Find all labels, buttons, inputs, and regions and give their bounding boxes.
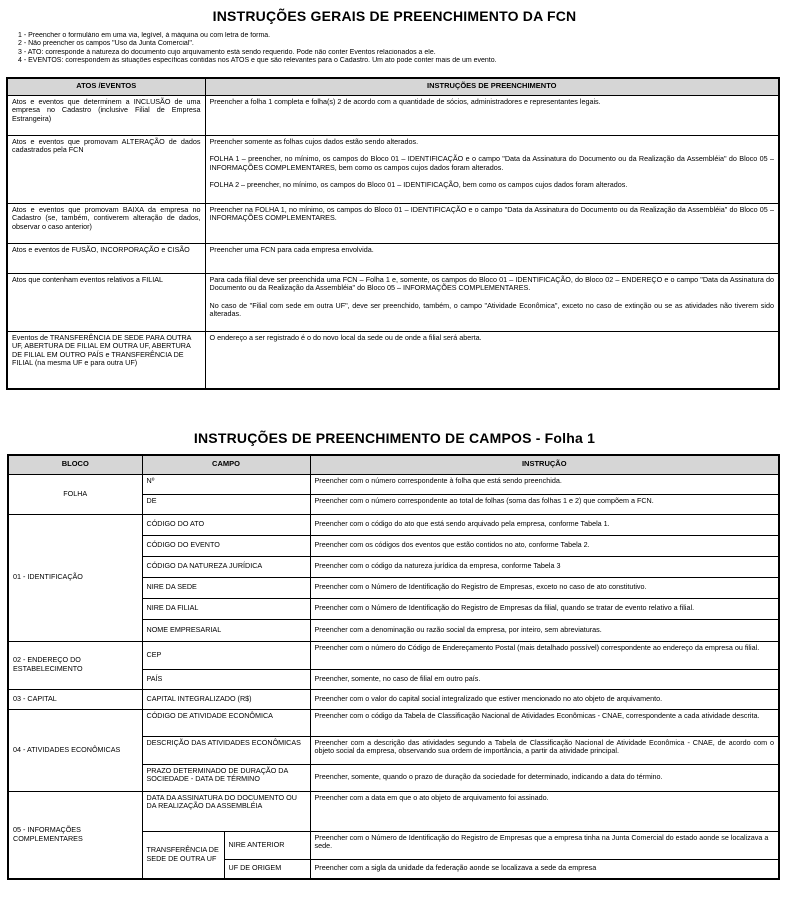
table-row (7, 331, 779, 389)
block-cell-capital: 03 - CAPITAL (8, 689, 142, 709)
instruction-cell: Preencher com o número correspondente à folha que está sendo preenchida. (310, 474, 779, 494)
column-header-instruction: INSTRUÇÃO (310, 455, 779, 474)
general-notes (18, 32, 778, 65)
field-cell: CAPITAL INTEGRALIZADO (R$) (142, 689, 310, 709)
instruction-cell: Preencher com os códigos dos eventos que estão contidos no ato, conforme Tabela 2. (310, 535, 779, 556)
act-cell: Atos que contenham eventos relativos a FILIAL (7, 273, 205, 331)
field-cell: DATA DA ASSINATURA DO DOCUMENTO OU DA REALIZAÇÃO DA ASSEMBLÉIA (142, 791, 310, 831)
block-cell-identificacao: 01 - IDENTIFICAÇÃO (8, 514, 142, 641)
note-item: 1 - Preencher o formulário em uma via, legível, à máquina ou com letra de forma. (18, 32, 271, 39)
instruction-cell: Preencher com o código da natureza jurídica da empresa, conforme Tabela 3 (310, 556, 779, 577)
act-cell: Atos e eventos de FUSÃO, INCORPORAÇÃO e CISÃO (7, 243, 205, 273)
block-cell-complementares: 05 - INFORMAÇÕES COMPLEMENTARES (8, 791, 142, 879)
field-cell: NIRE DA SEDE (142, 577, 310, 598)
table-row (7, 135, 779, 203)
field-cell: NOME EMPRESARIAL (142, 619, 310, 641)
table-row (8, 641, 779, 669)
instruction-cell: Preencher com o código do ato que está sendo arquivado pela empresa, conforme Tabela 1. (310, 514, 779, 535)
table-row (8, 709, 779, 736)
instruction-cell: Preencher com o Número de Identificação do Registro de Empresas da filial, quando se tratar de evento relativo a filial. (310, 598, 779, 619)
instruction-cell: Preencher na FOLHA 1, no mínimo, os campos do Bloco 01 – IDENTIFICAÇÃO e o campo "Data da Assinatura do Documento ou da Realização da Assembléia" do Bloco 05 – INFORMAÇÕES COMPLEMENTARES. (205, 203, 779, 243)
instruction-cell: Preencher com a denominação ou razão social da empresa, por inteiro, sem abreviaturas. (310, 619, 779, 641)
field-instructions-table (7, 454, 780, 880)
table-row (8, 474, 779, 494)
instruction-cell: Preencher a folha 1 completa e folha(s) 2 de acordo com a quantidade de sócios, administradores e representantes legais. (205, 95, 779, 135)
field-cell-transfer: TRANSFERÊNCIA DE SEDE DE OUTRA UF (142, 831, 224, 879)
table-row (7, 95, 779, 135)
fields-section-title: INSTRUÇÕES DE PREENCHIMENTO DE CAMPOS - Folha 1 (193, 430, 596, 446)
instruction-cell: Preencher com a data em que o ato objeto de arquivamento foi assinado. (310, 791, 779, 831)
field-cell: NIRE DA FILIAL (142, 598, 310, 619)
note-item: 4 - EVENTOS: correspondem às situações específicas contidas nos ATOS e que são relevantes para o Cadastro. Um ato pode conter mais de um evento. (18, 56, 497, 64)
act-cell: Atos e eventos que promovam ALTERAÇÃO de dados cadastrados pela FCN (7, 135, 205, 203)
field-cell: CEP (142, 641, 310, 669)
instruction-cell: Preencher com o Número de Identificação do Registro de Empresas, exceto no caso de ato constitutivo. (310, 577, 779, 598)
act-cell: Atos e eventos que determinem a INCLUSÃO de uma empresa no Cadastro (inclusive Filial de Empresa Estrangeira) (7, 95, 205, 135)
instruction-cell: Preencher com o valor do capital social integralizado que estiver mencionado no ato objeto de arquivamento. (310, 689, 779, 709)
field-cell: CÓDIGO DO ATO (142, 514, 310, 535)
subfield-cell: NIRE ANTERIOR (224, 831, 310, 859)
column-header-field: CAMPO (142, 455, 310, 474)
field-cell: DESCRIÇÃO DAS ATIVIDADES ECONÔMICAS (142, 736, 310, 764)
table-row (8, 689, 779, 709)
column-header-instructions: INSTRUÇÕES DE PREENCHIMENTO (205, 78, 779, 95)
instruction-cell: Preencher uma FCN para cada empresa envolvida. (205, 243, 779, 273)
instruction-cell: Preencher com a sigla da unidade da federação aonde se localizava a sede da empresa (310, 859, 779, 879)
act-cell: Atos e eventos que promovam BAIXA da empresa no Cadastro (se, também, contiverem alteração de dados, observar o caso anterior) (7, 203, 205, 243)
instruction-cell: Preencher somente as folhas cujos dados estão sendo alterados. FOLHA 1 – preencher, no mínimo, os campos do Bloco 01 – IDENTIFICAÇÃO e o campo "Data da Assinatura do Documento ou da Realização da Assembléia" do Bloco 05 – INFORMAÇÕES COMPLEMENTARES, bem como os campos cujos dados foram alterados. FOLHA 2 – preencher, no mínimo, os campos do Bloco 01 – IDENTIFICAÇÃO, bem como os campos cujos dados foram alterados. (205, 135, 779, 203)
field-cell: CÓDIGO DA NATUREZA JURÍDICA (142, 556, 310, 577)
field-cell: DE (142, 494, 310, 514)
column-header-acts: ATOS /EVENTOS (7, 78, 205, 95)
instruction-cell: Preencher com o número correspondente ao total de folhas (soma das folhas 1 e 2) que compõem a FCN. (310, 494, 779, 514)
general-instructions-table (6, 77, 780, 390)
block-cell-endereco: 02 - ENDEREÇO DO ESTABELECIMENTO (8, 641, 142, 689)
table-row (7, 273, 779, 331)
subfield-cell: UF DE ORIGEM (224, 859, 310, 879)
page-title: INSTRUÇÕES GERAIS DE PREENCHIMENTO DA FCN (212, 8, 577, 24)
act-cell: Eventos de TRANSFERÊNCIA DE SEDE PARA OUTRA UF, ABERTURA DE FILIAL EM OUTRA UF, ABERTURA DE FILIAL EM OUTRO PAÍS e TRANSFERÊNCIA DE FILIAL (na mesma UF e para outra UF) (7, 331, 205, 389)
field-cell: PAÍS (142, 669, 310, 689)
note-item: 2 - Não preencher os campos "Uso da Junta Comercial". (18, 40, 194, 48)
instruction-cell: Preencher com a descrição das atividades segundo a Tabela de Classificação Nacional de Atividade Econômica - CNAE, de acordo com o objeto social da empresa, observando sua ordem de importância, a partir da atividade principal. (310, 736, 779, 764)
field-cell: PRAZO DETERMINADO DE DURAÇÃO DA SOCIEDADE - DATA DE TÉRMINO (142, 764, 310, 791)
field-cell: Nº (142, 474, 310, 494)
instruction-cell: Preencher, somente, no caso de filial em outro país. (310, 669, 779, 689)
instruction-cell: O endereço a ser registrado é o do novo local da sede ou de onde a filial será aberta. (205, 331, 779, 389)
field-cell: CÓDIGO DO EVENTO (142, 535, 310, 556)
note-item: 3 - ATO: corresponde à natureza do documento cujo arquivamento está sendo requerido. Pode não conter Eventos relacionados a ele. (18, 48, 436, 56)
instruction-cell: Preencher com o código da Tabela de Classificação Nacional de Atividades Econômicas - CNAE, correspondente a cada atividade descrita. (310, 709, 779, 736)
block-cell-atividades: 04 - ATIVIDADES ECONÔMICAS (8, 709, 142, 791)
instruction-cell: Para cada filial deve ser preenchida uma FCN – Folha 1 e, somente, os campos do Bloco 01 – IDENTIFICAÇÃO, do Bloco 02 – ENDEREÇO e o campo "Data da Assinatura do Documento ou da Realização da Assembléia" do Bloco 05 – INFORMAÇÕES COMPLEMENTARES. No caso de "Filial com sede em outra UF", deve ser preenchido, também, o campo "Atividade Econômica", exceto no caso de extinção ou se as atividades não tiverem sido alteradas. (205, 273, 779, 331)
block-cell-folha: FOLHA (8, 474, 142, 514)
table-row (8, 514, 779, 535)
instruction-cell: Preencher, somente, quando o prazo de duração da sociedade for determinado, indicando a data do término. (310, 764, 779, 791)
column-header-block: BLOCO (8, 455, 142, 474)
field-cell: CÓDIGO DE ATIVIDADE ECONÔMICA (142, 709, 310, 736)
table-row (8, 791, 779, 831)
instruction-cell: Preencher com o Número de Identificação do Registro de Empresas que a empresa tinha na Junta Comercial do estado aonde se localizava a sede. (310, 831, 779, 859)
instruction-cell: Preencher com o número do Código de Endereçamento Postal (mais detalhado possível) correspondente ao endereço da empresa ou filial. (310, 641, 779, 669)
table-row (7, 243, 779, 273)
table-row (7, 203, 779, 243)
